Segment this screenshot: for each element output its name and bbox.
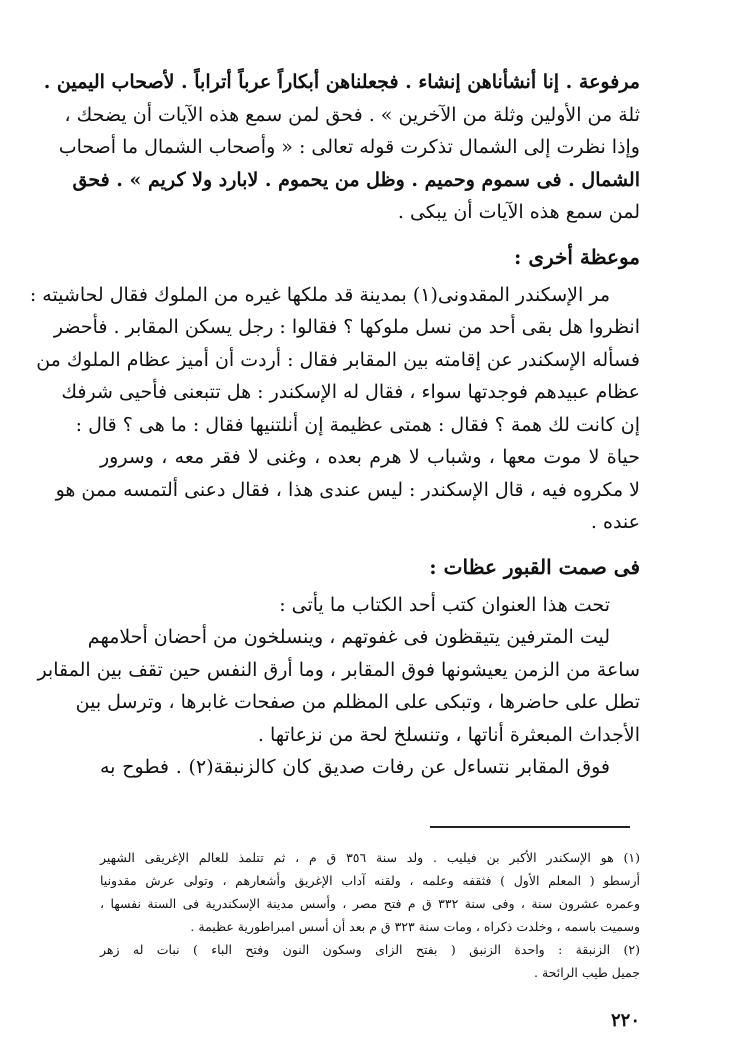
text-line: مرفوعة . إنا أنشأناهن إنشاء . فجعلناهن أبكاراً عرباً أتراباً . لأصحاب اليمين .: [43, 71, 640, 93]
text-line: انظروا هل بقى أحد من نسل ملوكها ؟ فقالوا : رجل يسكن المقابر . فأحضر: [53, 316, 640, 338]
text-line: لا مكروه فيه ، قال الإسكندر : ليس عندى هذا ، فقال دعنى ألتمسه ممن هو: [55, 478, 640, 501]
footnote-line: جميل طيب الرائحة .: [534, 965, 640, 980]
footnote-line: أرسطو ( المعلم الأول ) فثقفه وعلمه ، ولقنه آداب الإغريق وأشعارهم ، وتولى عرش مقدونيا: [100, 873, 640, 888]
text-line: الأجداث المبعثرة أناتها ، وتنسلخ لحة من نزعاتها .: [257, 723, 640, 746]
text-line: مر الإسكندر المقدونى(١) بمدينة قد ملكها غيره من الملوك فقال لحاشيته :: [29, 283, 610, 306]
text-line: تطل على حاضرها ، وتبكى على المظلم من صفحات غابرها ، وترسل بين: [75, 691, 640, 713]
footnote-divider: [430, 826, 630, 828]
footnote-line: وعمره عشرون سنة ، وفى سنة ٣٣٢ ق م فتح مصر ، وأسس مدينة الإسكندرية فى السنة نفسها ،: [100, 896, 640, 911]
text-line: لمن سمع هذه الآيات أن يبكى .: [397, 201, 640, 223]
text-line: فسأله الإسكندر عن إقامته بين المقابر فقال : أردت أن أميز عظام الملوك من: [36, 348, 640, 371]
text-line: ساعة من الزمن يعيشونها فوق المقابر ، وما أرق النفس حين تقف بين المقابر: [37, 658, 640, 681]
text-line: تحت هذا العنوان كتب أحد الكتاب ما يأتى :: [279, 593, 610, 616]
text-line: فوق المقابر نتساءل عن رفات صديق كان كالزنبقة(٢) . فطوح به: [100, 756, 610, 778]
footnotes: [100, 846, 640, 984]
page-number: ٢٢٠: [610, 1010, 640, 1031]
text-line: ليت المترفين يتيقظون فى غفوتهم ، وينسلخون من أحضان أحلامهم: [87, 626, 610, 648]
text-line: الشمال . فى سموم وحميم . وظل من يحموم . لابارد ولا كريم » . فحق: [72, 168, 640, 191]
main-text: [29, 66, 640, 784]
section-heading: موعظة أخرى :: [513, 244, 640, 269]
text-line: إن كانت لك همة ؟ فقال : همتى عظيمة إن أنلتنيها فقال : ما هى ؟ قال :: [75, 413, 640, 436]
section-heading: فى صمت القبور عظات :: [429, 554, 640, 579]
footnote-line: وسميت باسمه ، وخلدت ذكراه ، ومات سنة ٣٢٣ ق م بعد أن أسس امبراطورية عظيمة .: [190, 919, 640, 934]
text-line: ثلة من الأولين وثلة من الآخرين » . فحق لمن سمع هذه الآيات أن يضحك ،: [64, 103, 640, 126]
text-line: عنده .: [590, 511, 640, 533]
text-line: وإذا نظرت إلى الشمال تذكرت قوله تعالى : « وأصحاب الشمال ما أصحاب: [58, 136, 640, 158]
footnote-line: (٢) الزنبقة : واحدة الزنبق ( بفتح الزاى وسكون النون وفتح الباء ) نبات له زهر: [100, 942, 640, 957]
text-line: حياة لا موت معها ، وشباب لا هرم بعده ، وغنى لا فقر معه ، وسرور: [100, 446, 640, 468]
footnote-line: (١) هو الإسكندر الأكبر بن فيليب . ولد سنة ٣٥٦ ق م ، ثم تتلمذ للعالم الإغريقى الشهير: [100, 850, 640, 865]
text-line: عظام عبيدهم فوجدتها سواء ، فقال له الإسكندر : هل تتبعنى فأحيى شرفك: [61, 381, 640, 403]
